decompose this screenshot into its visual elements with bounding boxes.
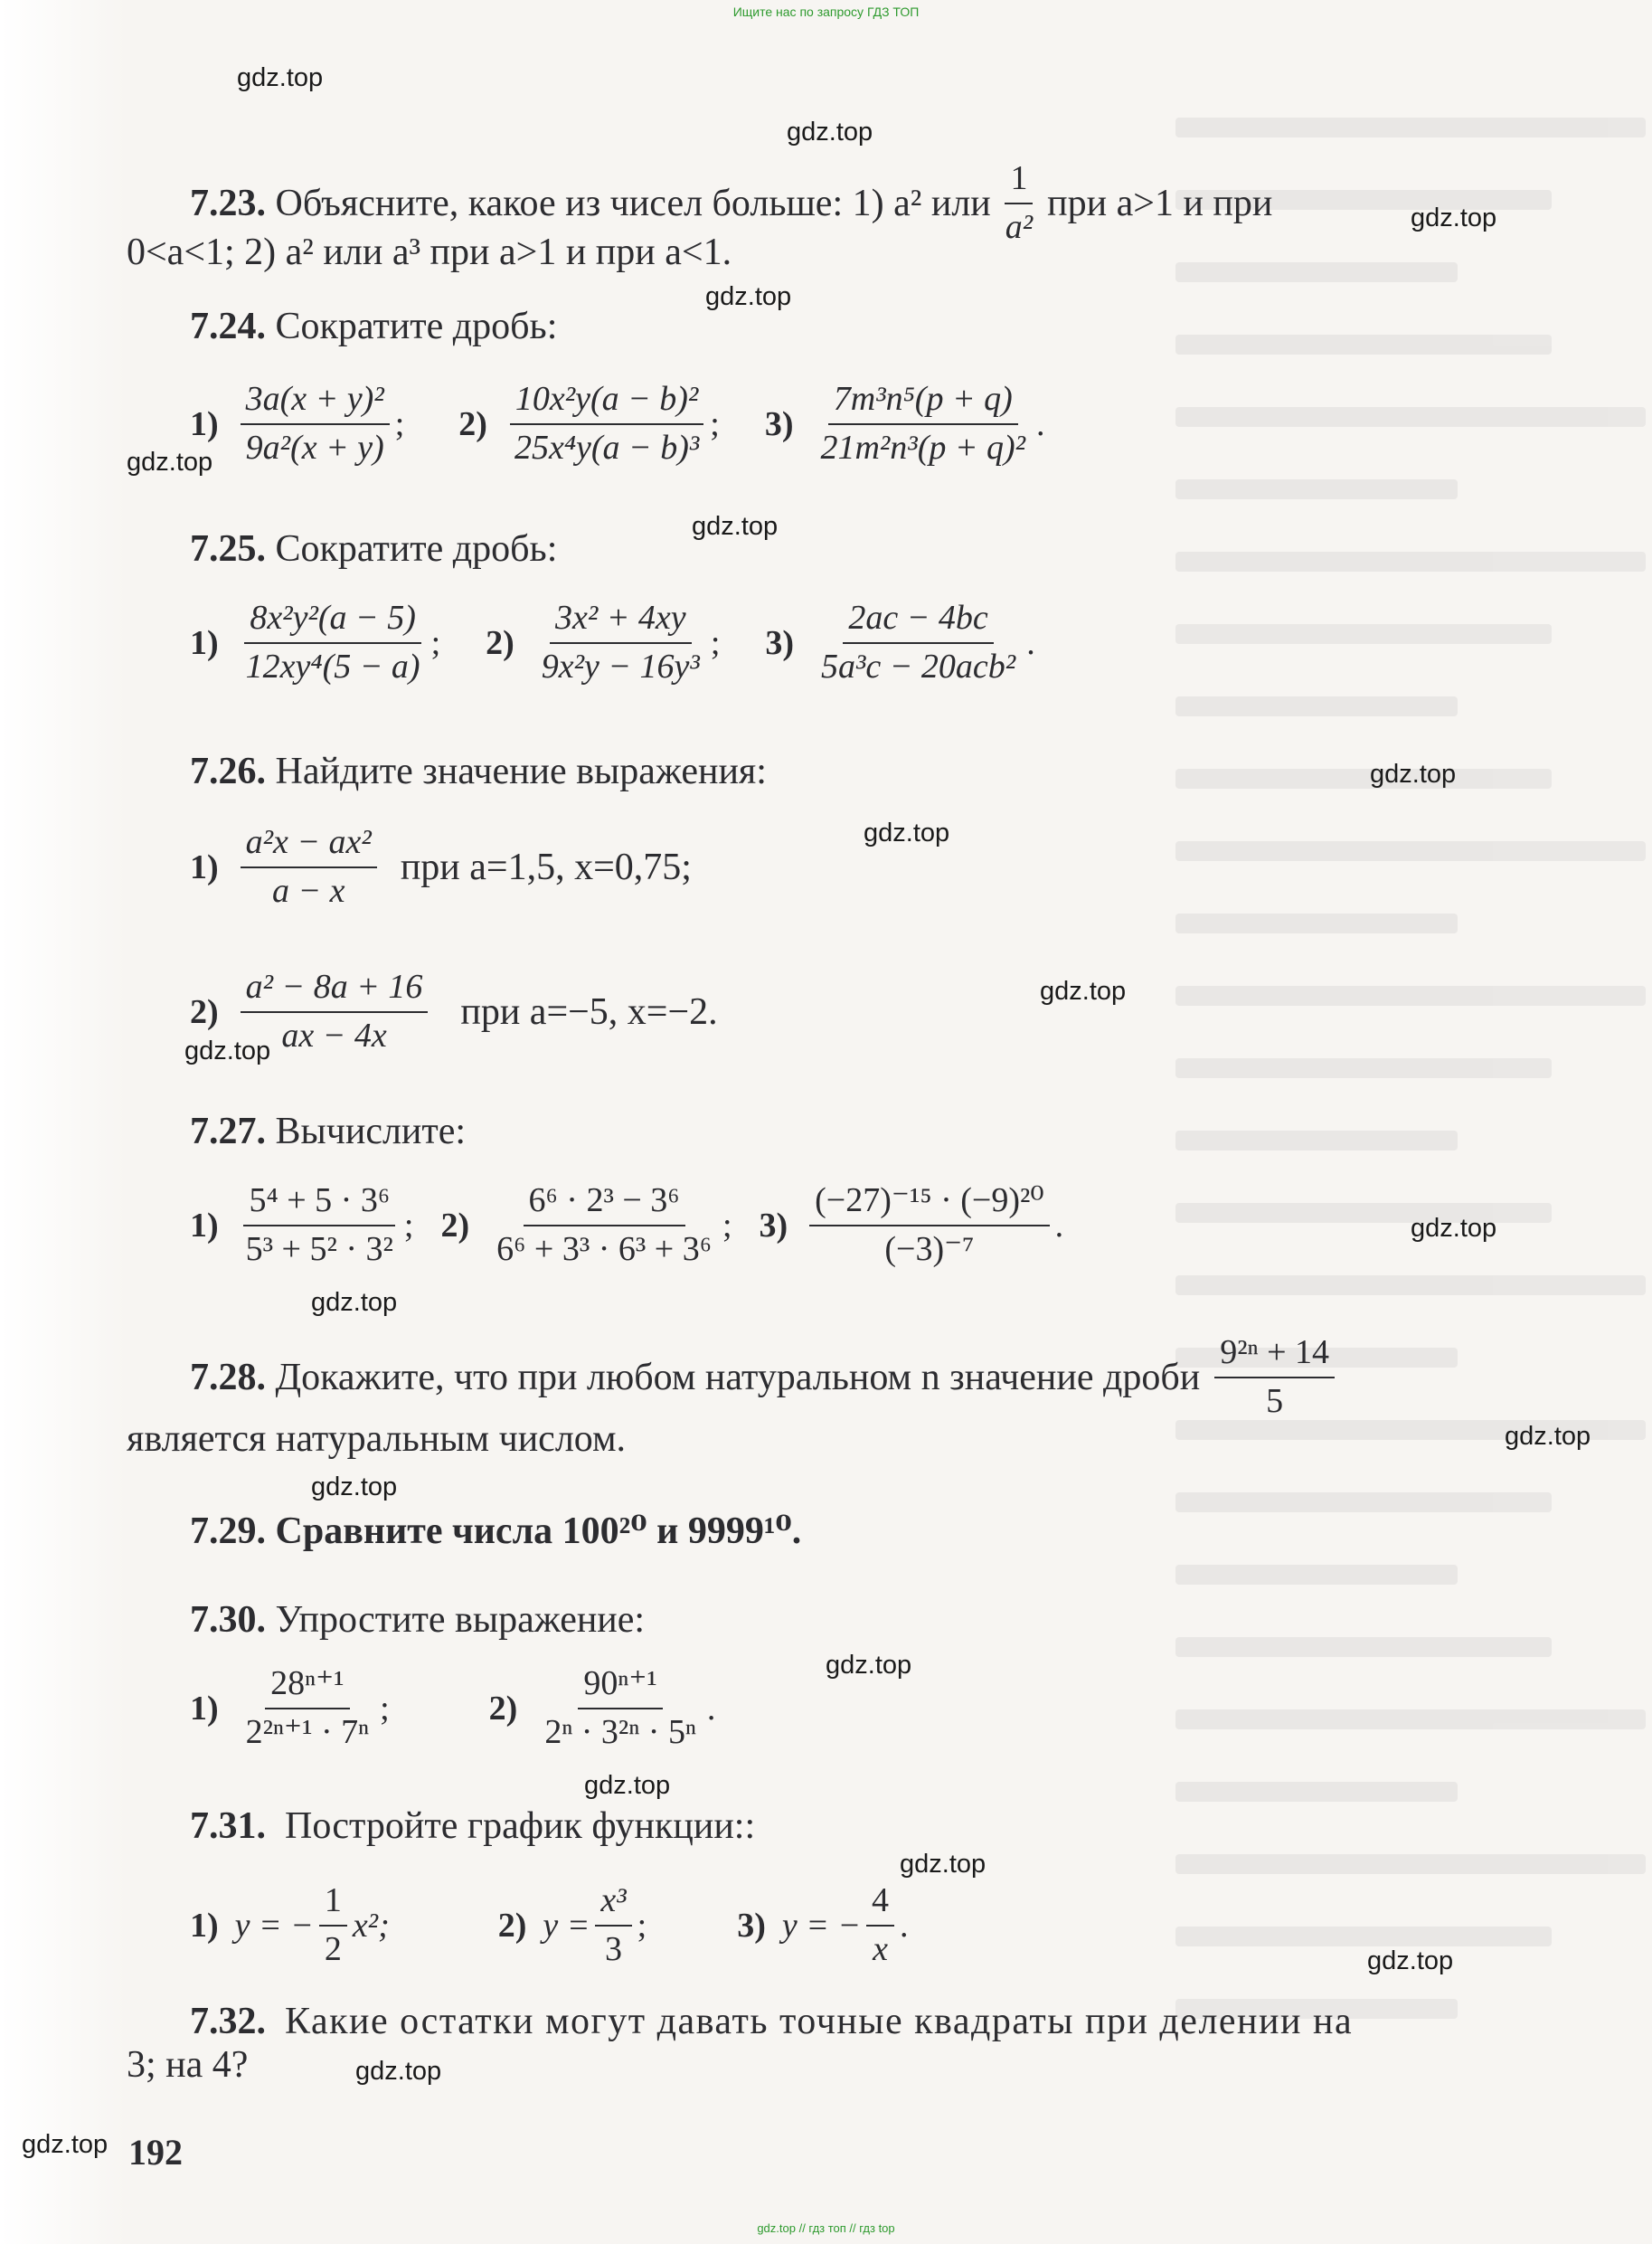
numerator: 8x²y²(a − 5) — [244, 599, 420, 644]
problem-7-28 — [190, 1333, 1340, 1421]
problem-title: Сократите дробь: — [275, 528, 558, 570]
fraction — [1214, 1333, 1335, 1421]
item-label: 2) — [497, 1906, 527, 1945]
separator: ; — [710, 623, 721, 662]
problem-title: Найдите значение выражения: — [275, 751, 767, 792]
watermark: gdz.top — [1505, 1422, 1591, 1451]
separator: ; — [430, 623, 441, 662]
problem-7-26-item1 — [190, 823, 692, 911]
watermark: gdz.top — [237, 63, 324, 92]
watermark: gdz.top — [900, 1850, 986, 1879]
problem-7-29 — [190, 1512, 801, 1550]
problem-7-27-items — [190, 1181, 1063, 1269]
problem-number: 7.26. — [190, 751, 266, 792]
watermark: gdz.top — [787, 118, 873, 147]
item-label: 1) — [190, 623, 219, 662]
numerator: a²x − ax² — [241, 823, 377, 868]
separator: ; — [710, 404, 720, 443]
item-label: 1) — [190, 404, 219, 443]
fraction — [866, 1881, 894, 1969]
function-rhs: ; — [637, 1906, 647, 1945]
problem-number: 7.30. — [190, 1599, 266, 1641]
denominator: a − x — [271, 871, 345, 910]
watermark: gdz.top — [1411, 204, 1497, 232]
problem-7-24-heading — [190, 308, 557, 346]
denominator: 9x²y − 16y³ — [541, 647, 700, 686]
item-label: 2) — [440, 1206, 470, 1245]
problem-7-30-heading — [190, 1601, 645, 1639]
denominator: 5a³c − 20acb² — [821, 647, 1016, 686]
fraction — [241, 1181, 399, 1269]
fraction — [241, 968, 429, 1056]
problem-text-line2: 3; на 4? — [127, 2044, 249, 2086]
problem-7-32 — [190, 2003, 1353, 2040]
numerator: 90ⁿ⁺¹ — [578, 1664, 662, 1709]
problem-text: Докажите, что при любом натуральном n значение дроби — [275, 1356, 1201, 1398]
denominator: (−3)⁻⁷ — [884, 1229, 975, 1268]
problem-7-26-heading — [190, 753, 767, 791]
separator: . — [706, 1689, 716, 1728]
watermark: gdz.top — [1367, 1946, 1454, 1975]
watermark: gdz.top — [1040, 977, 1127, 1006]
function-lhs: y = — [543, 1906, 590, 1945]
item-label: 3) — [765, 623, 795, 662]
problem-number: 7.24. — [190, 306, 266, 347]
fraction — [816, 599, 1021, 686]
item-label: 3) — [764, 404, 794, 443]
denominator: 5³ + 5² · 3² — [245, 1229, 393, 1268]
separator: ; — [380, 1689, 390, 1728]
item-label: 3) — [759, 1206, 788, 1245]
watermark: gdz.top — [311, 1288, 398, 1317]
denominator: 9a²(x + y) — [245, 428, 384, 467]
fraction — [509, 380, 704, 468]
item-label: 1) — [190, 1689, 219, 1728]
separator: . — [1026, 623, 1035, 662]
problem-text-line2: 0<a<1; 2) a² или a³ при a>1 и при a<1. — [127, 232, 732, 273]
numerator: 2ac − 4bc — [843, 599, 993, 644]
denominator: ax − 4x — [281, 1016, 387, 1055]
separator: ; — [403, 1206, 414, 1245]
page-number: 192 — [128, 2132, 183, 2173]
fraction — [595, 1881, 631, 1969]
item-label: 2) — [458, 404, 487, 443]
problem-7-24-items — [190, 380, 1045, 468]
problem-7-31-items — [190, 1881, 909, 1969]
watermark: gdz.top — [826, 1651, 912, 1680]
item-label: 1) — [190, 1206, 219, 1245]
denominator: 12xy⁴(5 − a) — [245, 647, 420, 686]
fraction — [815, 380, 1031, 468]
problem-text: Объясните, какое из чисел больше: 1) a² или — [275, 182, 991, 224]
fraction — [809, 1181, 1049, 1269]
fraction — [1000, 159, 1038, 247]
denominator: 3 — [605, 1929, 623, 1968]
problem-title: Упростите выражение: — [275, 1599, 646, 1641]
numerator: 4 — [866, 1881, 894, 1927]
fraction — [319, 1881, 347, 1969]
fraction — [241, 823, 377, 911]
problem-title: Вычислите: — [275, 1111, 467, 1152]
problem-number: 7.23. — [190, 182, 266, 224]
numerator: 3a(x + y)² — [241, 380, 390, 425]
problem-title: Постройте график функции:: — [285, 1805, 756, 1847]
watermark: gdz.top — [692, 512, 779, 541]
function-rhs: x²; — [352, 1906, 390, 1945]
watermark: gdz.top — [311, 1472, 398, 1501]
item-label: 2) — [190, 992, 219, 1031]
watermark: gdz.top — [864, 819, 950, 847]
numerator: a² − 8a + 16 — [241, 968, 429, 1013]
problem-text: при a>1 и при — [1047, 182, 1273, 224]
denominator: 2 — [324, 1929, 342, 1968]
numerator: 6⁶ · 2³ − 3⁶ — [524, 1181, 685, 1226]
item-label: 2) — [488, 1689, 518, 1728]
separator: ; — [394, 404, 405, 443]
function-lhs: y = − — [234, 1906, 314, 1945]
problem-7-26-item2 — [190, 968, 718, 1056]
denominator: 2ⁿ · 3²ⁿ · 5ⁿ — [544, 1712, 696, 1751]
item-label: 2) — [486, 623, 514, 662]
watermark: gdz.top — [355, 2057, 442, 2086]
condition: при a=1,5, x=0,75; — [400, 846, 692, 888]
numerator: 1 — [319, 1881, 347, 1927]
watermark: gdz.top — [184, 1037, 271, 1065]
problem-7-25-items — [190, 599, 1035, 686]
fraction — [536, 599, 705, 686]
numerator: x³ — [595, 1881, 631, 1927]
denominator: 25x⁴y(a − b)³ — [514, 428, 700, 467]
denominator: 5 — [1266, 1381, 1284, 1420]
problem-7-25-heading — [190, 530, 557, 568]
numerator: 5⁴ + 5 · 3⁶ — [243, 1181, 395, 1226]
numerator: 28ⁿ⁺¹ — [265, 1664, 349, 1709]
problem-7-27-heading — [190, 1113, 466, 1150]
numerator: 3x² + 4xy — [550, 599, 692, 644]
problem-number: 7.27. — [190, 1111, 266, 1152]
denominator: 21m²n³(p + q)² — [820, 428, 1026, 467]
item-label: 1) — [190, 1906, 219, 1945]
page-edge — [0, 0, 127, 2244]
bleed-through-text — [1175, 118, 1646, 2107]
problem-number: 7.25. — [190, 528, 266, 570]
problem-text: Какие остатки могут давать точные квадраты при делении на — [285, 2001, 1354, 2042]
problem-title: Сократите дробь: — [275, 306, 558, 347]
problem-number: 7.32. — [190, 2001, 266, 2042]
watermark: gdz.top — [1411, 1214, 1497, 1243]
footer-links[interactable]: gdz.top // гдз топ // гдз top — [757, 2221, 895, 2235]
problem-number: 7.28. — [190, 1356, 266, 1398]
item-label: 3) — [737, 1906, 766, 1945]
watermark: gdz.top — [22, 2130, 109, 2159]
watermark: gdz.top — [127, 448, 213, 477]
numerator: 9²ⁿ + 14 — [1214, 1333, 1335, 1378]
fraction — [241, 380, 390, 468]
denominator: 6⁶ + 3³ · 6³ + 3⁶ — [496, 1229, 712, 1268]
numerator: 1 — [1005, 159, 1033, 204]
numerator: 7m³n⁵(p + q) — [828, 380, 1018, 425]
condition: при a=−5, x=−2. — [460, 990, 718, 1033]
problem-text-line2: является натуральным числом. — [127, 1418, 627, 1460]
denominator: x — [873, 1929, 888, 1968]
denominator: a² — [1005, 207, 1034, 246]
separator: . — [1054, 1206, 1064, 1245]
watermark: gdz.top — [584, 1771, 671, 1800]
problem-number: 7.31. — [190, 1805, 266, 1847]
numerator: 10x²y(a − b)² — [510, 380, 703, 425]
fraction — [241, 599, 426, 686]
fraction — [491, 1181, 717, 1269]
numerator: (−27)⁻¹⁵ · (−9)²⁰ — [809, 1181, 1049, 1226]
separator: . — [1036, 404, 1045, 443]
separator: ; — [722, 1206, 732, 1245]
function-lhs: y = − — [781, 1906, 862, 1945]
function-rhs: . — [900, 1906, 909, 1945]
search-hint-link[interactable]: Ищите нас по запросу ГДЗ ТОП — [732, 5, 920, 19]
problem-7-30-items — [190, 1664, 715, 1752]
item-label: 1) — [190, 847, 219, 886]
fraction — [539, 1664, 702, 1752]
fraction — [241, 1664, 374, 1752]
problem-text: Сравните числа 100²⁰ и 9999¹⁰. — [275, 1510, 802, 1552]
watermark: gdz.top — [705, 282, 792, 311]
denominator: 2²ⁿ⁺¹ · 7ⁿ — [245, 1712, 370, 1751]
problem-number: 7.29. — [190, 1510, 266, 1552]
watermark: gdz.top — [1370, 760, 1457, 789]
problem-7-31-heading — [190, 1807, 755, 1845]
